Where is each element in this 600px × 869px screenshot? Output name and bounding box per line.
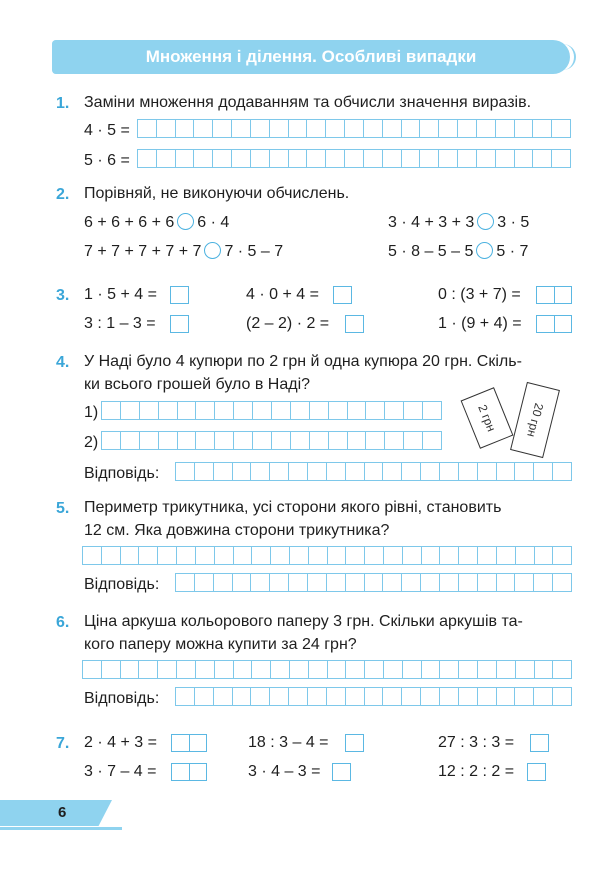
expression: 3 · 4 – 3 = (248, 763, 321, 780)
grid-cell[interactable] (440, 661, 459, 678)
grid-cell[interactable] (157, 150, 176, 167)
expression: 27 : 3 : 3 = (438, 734, 515, 751)
grid-cell[interactable] (421, 688, 440, 705)
grid-cell[interactable] (138, 150, 157, 167)
grid-cell[interactable] (420, 150, 439, 167)
grid-cell[interactable] (328, 547, 347, 564)
grid-cell[interactable] (365, 463, 384, 480)
grid-cell[interactable] (291, 402, 310, 419)
grid-cell[interactable] (195, 688, 214, 705)
grid-cell[interactable] (308, 574, 327, 591)
answer-box[interactable] (333, 286, 352, 304)
grid-cell[interactable] (365, 547, 384, 564)
grid-cell[interactable] (422, 661, 441, 678)
page-number-tab (0, 800, 112, 826)
grid-cell[interactable] (271, 661, 290, 678)
grid-cell[interactable] (83, 547, 102, 564)
grid-cell[interactable] (176, 150, 195, 167)
comparison-right: 5 · 7 (496, 243, 529, 260)
grid-cell[interactable] (516, 661, 535, 678)
answer-grid[interactable] (175, 573, 572, 592)
grid-cell[interactable] (385, 432, 404, 449)
grid-cell[interactable] (139, 547, 158, 564)
grid-cell[interactable] (310, 402, 329, 419)
grid-cell[interactable] (329, 402, 348, 419)
grid-cell[interactable] (346, 463, 365, 480)
grid-cell[interactable] (289, 150, 308, 167)
grid-cell[interactable] (272, 402, 291, 419)
grid-cell[interactable] (194, 150, 213, 167)
grid-cell[interactable] (157, 120, 176, 137)
answer-label: Відповідь: (84, 465, 160, 482)
grid-cell[interactable] (159, 432, 178, 449)
grid-cell[interactable] (102, 547, 121, 564)
grid-cell[interactable] (251, 688, 270, 705)
grid-cell[interactable] (553, 574, 571, 591)
grid-cell[interactable] (253, 432, 272, 449)
grid-cell[interactable] (327, 574, 346, 591)
expression: 3 · 7 – 4 = (84, 763, 157, 780)
grid-cell[interactable] (346, 547, 365, 564)
grid-cell[interactable] (345, 120, 364, 137)
grid-cell[interactable] (364, 120, 383, 137)
grid-cell[interactable] (214, 688, 233, 705)
grid-cell[interactable] (233, 463, 252, 480)
grid-cell[interactable] (459, 547, 478, 564)
expression: 2 · 4 + 3 = (84, 734, 157, 751)
grid-cell[interactable] (348, 432, 367, 449)
grid-cell[interactable] (478, 547, 497, 564)
grid-cell[interactable] (140, 402, 159, 419)
task-number: 7. (56, 735, 70, 752)
compare-circle[interactable] (476, 242, 493, 259)
grid-cell[interactable] (121, 547, 140, 564)
grid-cell[interactable] (196, 402, 215, 419)
grid-cell[interactable] (384, 547, 403, 564)
grid-cell[interactable] (234, 402, 253, 419)
comparison (84, 242, 283, 261)
comparison-right: 7 · 5 – 7 (224, 243, 284, 260)
answer-grid[interactable] (82, 660, 572, 679)
grid-cell[interactable] (178, 432, 197, 449)
grid-cell[interactable] (326, 120, 345, 137)
grid-cell[interactable] (121, 432, 140, 449)
grid-cell[interactable] (215, 661, 234, 678)
grid-cell[interactable] (402, 688, 421, 705)
grid-cell[interactable] (402, 150, 421, 167)
grid-cell[interactable] (497, 463, 516, 480)
task-number: 5. (56, 500, 70, 517)
grid-cell[interactable] (404, 432, 423, 449)
grid-cell[interactable] (497, 661, 516, 678)
expression: 5 · 6 = (84, 152, 130, 169)
grid-cell[interactable] (309, 661, 328, 678)
expression: 4 · 5 = (84, 122, 130, 139)
answer-box[interactable] (170, 315, 189, 333)
task-number: 1. (56, 95, 70, 112)
grid-cell[interactable] (251, 150, 270, 167)
grid-cell[interactable] (328, 661, 347, 678)
expression: 1 · (9 + 4) = (438, 315, 522, 332)
answer-grid[interactable] (175, 687, 572, 706)
grid-cell[interactable] (385, 402, 404, 419)
grid-cell[interactable] (440, 688, 459, 705)
grid-cell[interactable] (534, 688, 553, 705)
banknote-20-grn (510, 382, 560, 458)
expression: 12 : 2 : 2 = (438, 763, 515, 780)
answer-label: Відповідь: (84, 690, 160, 707)
grid-cell[interactable] (252, 661, 271, 678)
answer-box[interactable] (332, 763, 351, 781)
comparison-left: 3 · 4 + 3 + 3 (388, 214, 475, 231)
grid-cell[interactable] (496, 120, 515, 137)
grid-cell[interactable] (515, 463, 534, 480)
grid-cell[interactable] (308, 688, 327, 705)
compare-circle[interactable] (177, 213, 194, 230)
expression: 18 : 3 – 4 = (248, 734, 329, 751)
title-banner (52, 40, 570, 74)
grid-cell[interactable] (477, 120, 496, 137)
grid-cell[interactable] (102, 432, 121, 449)
task-number: 3. (56, 287, 70, 304)
grid-cell[interactable] (270, 574, 289, 591)
grid-cell[interactable] (290, 547, 309, 564)
grid-cell[interactable] (270, 463, 289, 480)
grid-cell[interactable] (552, 150, 570, 167)
grid-cell[interactable] (176, 574, 195, 591)
answer-grid[interactable] (175, 462, 572, 481)
task-text: Заміни множення додаванням та обчисли значення виразів. (84, 94, 532, 111)
grid-cell[interactable] (552, 120, 570, 137)
grid-cell[interactable] (159, 402, 178, 419)
grid-cell[interactable] (383, 574, 402, 591)
expression: (2 – 2) · 2 = (246, 315, 330, 332)
grid-cell[interactable] (478, 574, 497, 591)
grid-cell[interactable] (365, 574, 384, 591)
task-text: У Наді було 4 купюри по 2 грн й одна купюра 20 грн. Скіль- (84, 353, 522, 370)
grid-cell[interactable] (102, 402, 121, 419)
grid-cell[interactable] (439, 150, 458, 167)
grid-cell[interactable] (233, 574, 252, 591)
grid-cell[interactable] (553, 661, 571, 678)
grid-cell[interactable] (232, 150, 251, 167)
answer-grid[interactable] (101, 401, 442, 420)
comparison (388, 213, 529, 232)
task-text: Ціна аркуша кольорового паперу 3 грн. Скільки аркушів та- (84, 613, 523, 630)
grid-cell[interactable] (553, 688, 571, 705)
task-number: 6. (56, 614, 70, 631)
grid-cell[interactable] (270, 150, 289, 167)
grid-cell[interactable] (290, 661, 309, 678)
page-title: Множення і ділення. Особливі випадки (145, 47, 477, 66)
comparison-right: 3 · 5 (497, 214, 530, 231)
expression: 4 · 0 + 4 = (246, 286, 319, 303)
grid-cell[interactable] (158, 661, 177, 678)
grid-cell[interactable] (252, 547, 271, 564)
grid-cell[interactable] (326, 150, 345, 167)
grid-cell[interactable] (459, 661, 478, 678)
answer-box[interactable] (171, 763, 207, 781)
grid-cell[interactable] (121, 661, 140, 678)
answer-grid[interactable] (101, 431, 442, 450)
comparison-left: 7 + 7 + 7 + 7 + 7 (84, 243, 202, 260)
step-label: 2) (84, 434, 99, 451)
grid-cell[interactable] (195, 574, 214, 591)
expression: 3 : 1 – 3 = (84, 315, 156, 332)
grid-cell[interactable] (291, 432, 310, 449)
compare-circle[interactable] (204, 242, 221, 259)
grid-cell[interactable] (176, 120, 195, 137)
answer-box[interactable] (345, 315, 364, 333)
grid-cell[interactable] (194, 120, 213, 137)
grid-cell[interactable] (440, 547, 459, 564)
grid-cell[interactable] (553, 547, 571, 564)
grid-cell[interactable] (478, 463, 497, 480)
grid-cell[interactable] (422, 547, 441, 564)
grid-cell[interactable] (195, 463, 214, 480)
grid-cell[interactable] (196, 547, 215, 564)
grid-cell[interactable] (138, 120, 157, 137)
grid-cell[interactable] (176, 463, 195, 480)
grid-cell[interactable] (402, 120, 421, 137)
expression: 0 : (3 + 7) = (438, 286, 521, 303)
grid-cell[interactable] (404, 402, 423, 419)
answer-box[interactable] (527, 763, 546, 781)
grid-cell[interactable] (535, 547, 554, 564)
grid-cell[interactable] (440, 463, 459, 480)
grid-cell[interactable] (534, 463, 553, 480)
grid-cell[interactable] (497, 574, 516, 591)
grid-cell[interactable] (515, 120, 534, 137)
grid-cell[interactable] (176, 688, 195, 705)
answer-box[interactable] (345, 734, 364, 752)
task-number: 2. (56, 186, 70, 203)
footer-divider (0, 827, 122, 830)
grid-cell[interactable] (459, 574, 478, 591)
grid-cell[interactable] (383, 463, 402, 480)
grid-cell[interactable] (383, 688, 402, 705)
grid-cell[interactable] (516, 547, 535, 564)
grid-cell[interactable] (214, 463, 233, 480)
grid-cell[interactable] (271, 547, 290, 564)
banknote-2-grn (461, 387, 514, 449)
grid-cell[interactable] (478, 688, 497, 705)
grid-cell[interactable] (234, 432, 253, 449)
grid-cell[interactable] (307, 120, 326, 137)
grid-cell[interactable] (121, 402, 140, 419)
grid-cell[interactable] (384, 661, 403, 678)
grid-cell[interactable] (365, 688, 384, 705)
grid-cell[interactable] (553, 463, 571, 480)
grid-cell[interactable] (366, 402, 385, 419)
grid-cell[interactable] (309, 547, 328, 564)
grid-cell[interactable] (402, 574, 421, 591)
grid-cell[interactable] (270, 688, 289, 705)
grid-cell[interactable] (458, 120, 477, 137)
compare-circle[interactable] (477, 213, 494, 230)
answer-box[interactable] (536, 286, 572, 304)
answer-box[interactable] (171, 734, 207, 752)
grid-cell[interactable] (215, 547, 234, 564)
task-text: ки всього грошей було в Наді? (84, 376, 311, 393)
grid-cell[interactable] (308, 463, 327, 480)
grid-cell[interactable] (270, 120, 289, 137)
answer-label: Відповідь: (84, 576, 160, 593)
grid-cell[interactable] (477, 150, 496, 167)
grid-cell[interactable] (535, 661, 554, 678)
grid-cell[interactable] (364, 150, 383, 167)
grid-cell[interactable] (234, 547, 253, 564)
grid-cell[interactable] (289, 574, 308, 591)
task-text: 12 см. Яка довжина сторони трикутника? (84, 522, 390, 539)
grid-cell[interactable] (423, 402, 441, 419)
grid-cell[interactable] (289, 120, 308, 137)
grid-cell[interactable] (403, 547, 422, 564)
step-label: 1) (84, 404, 99, 421)
grid-cell[interactable] (497, 688, 516, 705)
grid-cell[interactable] (196, 432, 215, 449)
answer-grid[interactable] (82, 546, 572, 565)
grid-cell[interactable] (307, 150, 326, 167)
grid-cell[interactable] (346, 661, 365, 678)
grid-cell[interactable] (383, 120, 402, 137)
grid-cell[interactable] (232, 120, 251, 137)
comparison-left: 6 + 6 + 6 + 6 (84, 214, 175, 231)
answer-box[interactable] (170, 286, 189, 304)
banknote-label: 2 грн (475, 402, 499, 434)
grid-cell[interactable] (402, 463, 421, 480)
grid-cell[interactable] (346, 574, 365, 591)
grid-cell[interactable] (139, 661, 158, 678)
grid-cell[interactable] (329, 432, 348, 449)
grid-cell[interactable] (497, 547, 516, 564)
comparison (84, 213, 229, 232)
grid-cell[interactable] (196, 661, 215, 678)
task-text: кого паперу можна купити за 24 грн? (84, 636, 357, 653)
grid-cell[interactable] (440, 574, 459, 591)
grid-cell[interactable] (496, 150, 515, 167)
grid-cell[interactable] (459, 688, 478, 705)
comparison-right: 6 · 4 (197, 214, 230, 231)
task-text: Порівняй, не виконуючи обчислень. (84, 185, 350, 202)
grid-cell[interactable] (423, 432, 441, 449)
grid-cell[interactable] (346, 688, 365, 705)
grid-cell[interactable] (383, 150, 402, 167)
grid-cell[interactable] (214, 574, 233, 591)
grid-cell[interactable] (272, 432, 291, 449)
grid-cell[interactable] (289, 463, 308, 480)
grid-cell[interactable] (289, 688, 308, 705)
grid-cell[interactable] (459, 463, 478, 480)
grid-cell[interactable] (421, 463, 440, 480)
grid-cell[interactable] (420, 120, 439, 137)
grid-cell[interactable] (251, 120, 270, 137)
grid-cell[interactable] (403, 661, 422, 678)
grid-cell[interactable] (534, 574, 553, 591)
grid-cell[interactable] (234, 661, 253, 678)
grid-cell[interactable] (215, 432, 234, 449)
expression: 1 · 5 + 4 = (84, 286, 157, 303)
grid-cell[interactable] (177, 547, 196, 564)
grid-cell[interactable] (515, 150, 534, 167)
answer-box[interactable] (530, 734, 549, 752)
grid-cell[interactable] (213, 150, 232, 167)
grid-cell[interactable] (233, 688, 252, 705)
grid-cell[interactable] (365, 661, 384, 678)
grid-cell[interactable] (327, 463, 346, 480)
grid-cell[interactable] (348, 402, 367, 419)
grid-cell[interactable] (458, 150, 477, 167)
grid-cell[interactable] (515, 574, 534, 591)
grid-cell[interactable] (310, 432, 329, 449)
grid-cell[interactable] (421, 574, 440, 591)
grid-cell[interactable] (177, 661, 196, 678)
grid-cell[interactable] (158, 547, 177, 564)
task-number: 4. (56, 354, 70, 371)
comparison-left: 5 · 8 – 5 – 5 (388, 243, 474, 260)
grid-cell[interactable] (178, 402, 197, 419)
grid-cell[interactable] (251, 463, 270, 480)
grid-cell[interactable] (533, 150, 552, 167)
grid-cell[interactable] (478, 661, 497, 678)
grid-cell[interactable] (215, 402, 234, 419)
task-text: Периметр трикутника, усі сторони якого рівні, становить (84, 499, 502, 516)
comparison (388, 242, 528, 261)
banknote-label: 20 грн (524, 401, 546, 439)
grid-cell[interactable] (366, 432, 385, 449)
grid-cell[interactable] (251, 574, 270, 591)
grid-cell[interactable] (515, 688, 534, 705)
grid-cell[interactable] (439, 120, 458, 137)
answer-grid[interactable] (137, 119, 571, 138)
grid-cell[interactable] (327, 688, 346, 705)
page-number: 6 (58, 804, 67, 821)
answer-box[interactable] (536, 315, 572, 333)
grid-cell[interactable] (140, 432, 159, 449)
answer-grid[interactable] (137, 149, 571, 168)
grid-cell[interactable] (345, 150, 364, 167)
grid-cell[interactable] (253, 402, 272, 419)
grid-cell[interactable] (102, 661, 121, 678)
grid-cell[interactable] (533, 120, 552, 137)
grid-cell[interactable] (213, 120, 232, 137)
grid-cell[interactable] (83, 661, 102, 678)
